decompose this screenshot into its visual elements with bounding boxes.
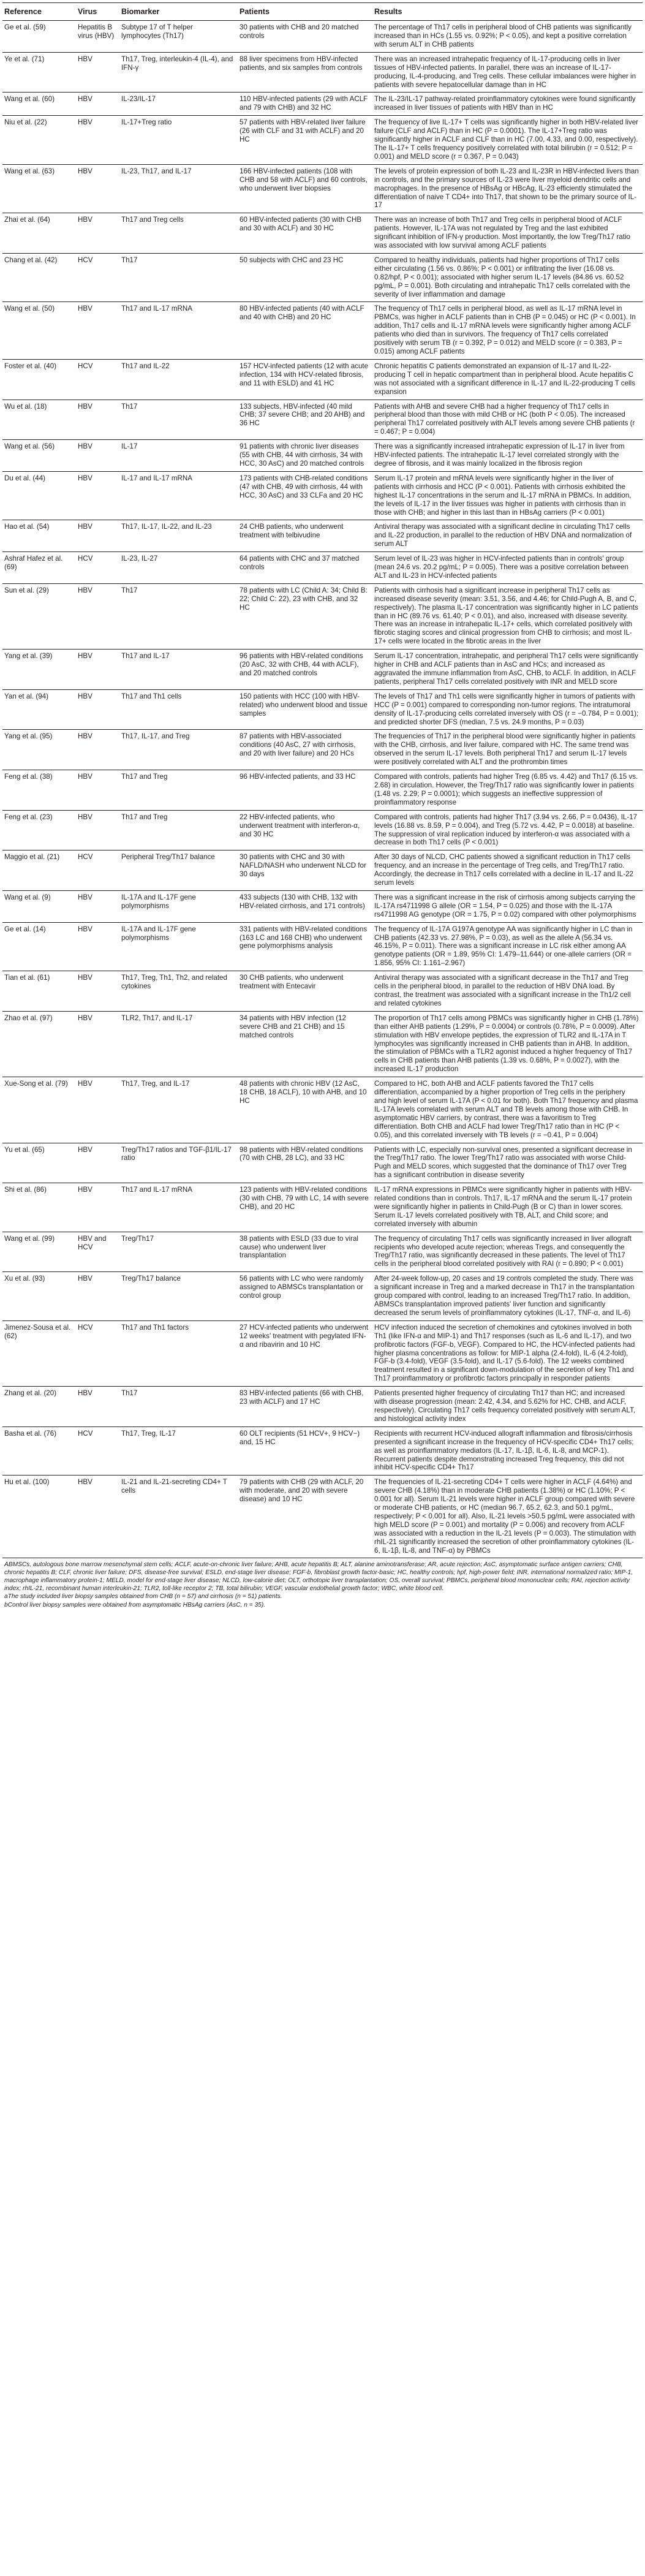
table-container <box>2 0 643 1610</box>
cell-biomarker: Subtype 17 of T helper lymphocytes (Th17) <box>119 21 238 53</box>
cell-results: The frequencies of Th17 in the peripheral blood were significantly higher in patients with the CHB, cirrhosis, and liver failure, compared with HC. The same trend was observed in the serum IL-17 levels. Both peripheral Th17 and serum IL-17 levels were positively correlated with ALT and the prothrombin times <box>372 730 643 770</box>
cell-biomarker: Th17 and Treg <box>119 770 238 811</box>
cell-reference: Yu et al. (65) <box>2 1143 76 1183</box>
cell-reference: Xue-Song et al. (79) <box>2 1077 76 1143</box>
cell-results: Compared with controls, patients had higher Treg (6.85 vs. 4.42) and Th17 (6.15 vs. 2.68) in circulation. However, the Treg/Th17 ratio was significantly lower in patients (1.48 vs. 2.29; P = 0.0001); which suggests an ineffective suppression of proinflammatory response <box>372 770 643 811</box>
table-row <box>2 1320 643 1386</box>
cell-patients: 30 CHB patients, who underwent treatment with Entecavir <box>238 971 372 1012</box>
cell-biomarker: Th17 and IL-17 <box>119 650 238 690</box>
cell-patients: 30 patients with CHC and 30 with NAFLD/NASH who underwent NLCD for 30 days <box>238 850 372 891</box>
table-footnotes <box>2 1558 643 1610</box>
table-row <box>2 552 643 584</box>
cell-biomarker: IL-23, Th17, and IL-17 <box>119 164 238 213</box>
cell-reference: Maggio et al. (21) <box>2 850 76 891</box>
cell-results: There was an increased intrahepatic frequency of IL-17-producing cells in liver tissues of HBV-infected patients. In parallel, there was an increase of IL-17-producing, IL-4-producing, and Treg cells. These cellular imbalances were higher in patients with severe hepatocellular damage than in HC <box>372 52 643 93</box>
cell-results: Patients with cirrhosis had a significant increase in peripheral Th17 cells as increased disease severity (mean: 3.51, 3.56, and 4.46; for Child-Pugh A, B, and C, respectively). The plasma IL-17 concentration was significantly higher in LC patients than in HC (89.76 vs. 61.40; P < 0.01), and also, increased with disease severity. There was an increase in intrahepatic IL-17+ cells, which correlated positively with fibrotic staging scores and clinical progression from CHB to cirrhosis; and most IL-17+ cells were located in the fibrotic areas in the liver <box>372 583 643 649</box>
cell-patients: 48 patients with chronic HBV (12 AsC, 18 CHB, 18 ACLF), 10 with AHB, and 10 HC <box>238 1077 372 1143</box>
cell-patients: 166 HBV-infected patients (108 with CHB and 58 with ACLF) and 60 controls, who underwent liver biopsies <box>238 164 372 213</box>
header-results: Results <box>372 3 643 21</box>
cell-virus: HBV <box>76 1272 119 1321</box>
cell-biomarker: IL-17A and IL-17F gene polymorphisms <box>119 890 238 922</box>
cell-biomarker: Th17, Treg, interleukin-4 (IL-4), and IFN-γ <box>119 52 238 93</box>
cell-reference: Zhao et al. (97) <box>2 1011 76 1077</box>
cell-results: Serum level of IL-23 was higher in HCV-infected patients than in controls' group (mean 24.6 vs. 20.2 pg/mL; P = 0.005). There was a positive correlation between ALT and IL-23 in HCV-infected patients <box>372 552 643 584</box>
table-row <box>2 922 643 971</box>
cell-results: The frequency of IL-17A G197A genotype AA was significantly higher in LC than in CHB patients (42.33 vs. 27.98%, P = 0.03), as well as the allele A (56.34 vs. 46.15%, P = 0.011). There was a significant increase in LC risk either among AA genotype patients (OR = 1.89, 95% CI: 1.479–11.644) or one-allele carriers (OR = 1.856, 95% CI: 1.161–2.967) <box>372 922 643 971</box>
cell-reference: Sun et al. (29) <box>2 583 76 649</box>
cell-results: The frequency of circulating Th17 cells was significantly increased in liver allograft recipients who developed acute rejection; whereas Tregs, and consequently the Treg/Th17 ratio, was significantly decreased in these patients. The level of Th17 cells in the peripheral blood correlated positively with RAI (r = 0.890; P < 0.001) <box>372 1232 643 1272</box>
cell-reference: Ge et al. (59) <box>2 21 76 53</box>
cell-patients: 64 patients with CHC and 37 matched controls <box>238 552 372 584</box>
cell-virus: HCV <box>76 850 119 891</box>
cell-results: Antiviral therapy was associated with a significant decline in circulating Th17 cells and IL-22 production, in parallel to the reduction of HBV DNA and normalization of serum ALT <box>372 520 643 552</box>
cell-reference: Xu et al. (93) <box>2 1272 76 1321</box>
cell-results: The proportion of Th17 cells among PBMCs was significantly higher in CHB (1.78%) than either AHB patients (1.29%, P = 0.0004) or controls (0.78%, P = 0.0009). After stimulation with HBV envelope peptides, the expression of TLR2 and IL-17A in T lymphocytes was significantly increased in CHB patients than in AHB. In addition, the stimulation of PBMCs with a TLR2 agonist induced a higher frequency of Th17 cells in CHB patients than AHB patients (1.39 vs. 0.68%, P = 0.0027), with the increased IL-17 production <box>372 1011 643 1077</box>
cell-virus: HBV <box>76 520 119 552</box>
cell-results: Patients presented higher frequency of circulating Th17 than HC; and increased with disease progression (mean: 2.42, 4.34, and 5.62% for HC, CHB, and ACLF, respectively). Circulating Th17 cells frequency correlated positively with serum ALT, and histological activity index <box>372 1387 643 1427</box>
cell-reference: Wang et al. (99) <box>2 1232 76 1272</box>
cell-virus: HBV <box>76 440 119 472</box>
header-reference: Reference <box>2 3 76 21</box>
cell-biomarker: Th17 and Treg cells <box>119 213 238 254</box>
table-row <box>2 21 643 53</box>
table-row <box>2 1077 643 1143</box>
cell-virus: HBV <box>76 400 119 440</box>
table-row <box>2 730 643 770</box>
cell-biomarker: Treg/Th17 ratios and TGF-β1/IL-17 ratio <box>119 1143 238 1183</box>
cell-results: The frequency of Th17 cells in peripheral blood, as well as IL-17 mRNA level in PBMCs, was higher in ACLF patients than in CHB (P = 0.045) or HC (P < 0.001). In addition, Th17 cells and IL-17 mRNA levels were significantly higher among ACLF patients who died than in survivors. The frequency of Th17 cells correlated positively with serum TB (r = 0.392, P = 0.012) and MELD score (r = 0.383, P = 0.015) among ACLF patients <box>372 302 643 359</box>
cell-biomarker: Th17, Treg, IL-17 <box>119 1426 238 1476</box>
cell-virus: HCV <box>76 359 119 400</box>
cell-biomarker: Th17 and IL-17 mRNA <box>119 302 238 359</box>
table-row <box>2 810 643 850</box>
cell-patients: 60 OLT recipients (51 HCV+, 9 HCV−) and, 15 HC <box>238 1426 372 1476</box>
cell-virus: HBV <box>76 890 119 922</box>
cell-patients: 123 patients with HBV-related conditions (30 with CHB, 79 with LC, 14 with severe CHB), and 20 HC <box>238 1183 372 1232</box>
cell-results: After 30 days of NLCD, CHC patients showed a significant reduction in Th17 cells frequency, and an increase in the percentage of Treg cells, and Treg/Th17 ratio. Accordingly, the decrease in Th17 cells correlated with a decline in IL-17 and IL-22 serum levels <box>372 850 643 891</box>
cell-reference: Ye et al. (71) <box>2 52 76 93</box>
cell-biomarker: Th17, IL-17, IL-22, and IL-23 <box>119 520 238 552</box>
cell-virus: HBV <box>76 730 119 770</box>
cell-virus: HBV <box>76 810 119 850</box>
cell-reference: Hu et al. (100) <box>2 1476 76 1558</box>
cell-results: There was an increase of both Th17 and Treg cells in peripheral blood of ACLF patients. However, IL-17A was not regulated by Treg and the last exhibited significant inhibition of IFN-γ production. Most importantly, the low Treg/Th17 ratio was associated with low survival among ACLF patients <box>372 213 643 254</box>
cell-reference: Wang et al. (9) <box>2 890 76 922</box>
cell-biomarker: Th17 and IL-17 mRNA <box>119 1183 238 1232</box>
table-row <box>2 213 643 254</box>
cell-results: The levels of Th17 and Th1 cells were significantly higher in tumors of patients with HCC (P = 0.001) compared to corresponding non-tumor regions. The intratumoral density of IL-17-producing cells correlated inversely with OS (r = −0.784, P = 0.001); and predicted shorter DFS (median, 7.5 vs. 24.9 months, P = 0.03) <box>372 689 643 730</box>
table-row <box>2 583 643 649</box>
cell-biomarker: Th17, Treg, and IL-17 <box>119 1077 238 1143</box>
cell-reference: Jimenez-Sousa et al. (62) <box>2 1320 76 1386</box>
header-virus: Virus <box>76 3 119 21</box>
table-row <box>2 689 643 730</box>
cell-biomarker: IL-17A and IL-17F gene polymorphisms <box>119 922 238 971</box>
cell-virus: HCV <box>76 253 119 302</box>
studies-table <box>2 2 643 1558</box>
cell-virus: HBV and HCV <box>76 1232 119 1272</box>
footnote-abbreviations: ABMSCs, autologous bone marrow mesenchymal stem cells; ACLF, acute-on-chronic liver failure; AHB, acute hepatitis B; ALT, alanine aminotransferase; AR, acute rejection; AsC, asymptomatic surface antigen carriers; CHB, chronic hepatitis B; CLF, chronic liver failure; DFS, disease-free survival; ESLD, end-stage liver disease; FGF-b, fibroblast growth factor-basic; HC, healthy controls; hpf, high-power field; INR, international normalized ratio; MIP-1, macrophage inflammatory protein-1; MELD, model for end-stage liver disease; NLCD, low-calorie diet; OLT, orthotopic liver transplantation; OS, overall survival; PBMCs, peripheral blood mononuclear cells; RAI, rejection activity index; rhIL-21, recombinant human interleukin-21; TLR2, toll-like receptor 2; TB, total bilirubin; VEGF, vascular endothelial growth factor; WBC, white blood cell. <box>4 1561 633 1592</box>
cell-biomarker: IL-23, IL-27 <box>119 552 238 584</box>
cell-patients: 331 patients with HBV-related conditions (163 LC and 168 CHB) who underwent gene polymorphisms analysis <box>238 922 372 971</box>
cell-patients: 91 patients with chronic liver diseases (55 with CHB, 44 with cirrhosis, 34 with HCC, 30 AsC) and 20 matched controls <box>238 440 372 472</box>
table-row <box>2 770 643 811</box>
cell-biomarker: IL-17 <box>119 440 238 472</box>
cell-patients: 57 patients with HBV-related liver failure (26 with CLF and 31 with ACLF) and 20 HC <box>238 116 372 165</box>
table-row <box>2 520 643 552</box>
cell-biomarker: Th17 <box>119 253 238 302</box>
cell-reference: Wang et al. (50) <box>2 302 76 359</box>
cell-reference: Tian et al. (61) <box>2 971 76 1012</box>
cell-reference: Feng et al. (23) <box>2 810 76 850</box>
cell-patients: 27 HCV-infected patients who underwent 12 weeks' treatment with pegylated IFN-α and ribavirin and 10 HC <box>238 1320 372 1386</box>
table-header-row <box>2 3 643 21</box>
table-row <box>2 400 643 440</box>
table-row <box>2 850 643 891</box>
cell-patients: 30 patients with CHB and 20 matched controls <box>238 21 372 53</box>
cell-reference: Basha et al. (76) <box>2 1426 76 1476</box>
table-row <box>2 52 643 93</box>
cell-patients: 110 HBV-infected patients (29 with ACLF and 79 with CHB) and 32 HC <box>238 93 372 116</box>
cell-reference: Chang et al. (42) <box>2 253 76 302</box>
table-row <box>2 116 643 165</box>
cell-virus: HBV <box>76 650 119 690</box>
table-row <box>2 1011 643 1077</box>
cell-results: Chronic hepatitis C patients demonstrated an expansion of IL-17 and IL-22-producing T cell in hepatic compartment than in peripheral blood. Acute hepatitis C was not associated with a significant difference in IL-17 and IL-22-producing T cells expansion <box>372 359 643 400</box>
cell-virus: HBV <box>76 583 119 649</box>
cell-virus: HBV <box>76 93 119 116</box>
cell-biomarker: Th17 <box>119 1387 238 1427</box>
cell-virus: HBV <box>76 164 119 213</box>
cell-biomarker: IL-17 and IL-17 mRNA <box>119 471 238 520</box>
header-biomarker: Biomarker <box>119 3 238 21</box>
cell-reference: Zhai et al. (64) <box>2 213 76 254</box>
cell-reference: Zhang et al. (20) <box>2 1387 76 1427</box>
cell-virus: HBV <box>76 471 119 520</box>
cell-patients: 83 HBV-infected patients (66 with CHB, 23 with ACLF) and 17 HC <box>238 1387 372 1427</box>
cell-reference: Hao et al. (54) <box>2 520 76 552</box>
cell-patients: 34 patients with HBV infection (12 severe CHB and 21 CHB) and 15 matched controls <box>238 1011 372 1077</box>
cell-patients: 78 patients with LC (Child A: 34; Child B: 22; Child C: 22), 23 with CHB, and 32 HC <box>238 583 372 649</box>
cell-patients: 433 subjects (130 with CHB, 132 with HBV-related cirrhosis, and 171 controls) <box>238 890 372 922</box>
cell-biomarker: IL-17+Treg ratio <box>119 116 238 165</box>
cell-patients: 98 patients with HBV-related conditions (70 with CHB, 28 LC), and 33 HC <box>238 1143 372 1183</box>
cell-biomarker: Th17, Treg, Th1, Th2, and related cytokines <box>119 971 238 1012</box>
cell-reference: Niu et al. (22) <box>2 116 76 165</box>
cell-biomarker: IL-23/IL-17 <box>119 93 238 116</box>
cell-reference: Yan et al. (94) <box>2 689 76 730</box>
cell-patients: 96 HBV-infected patients, and 33 HC <box>238 770 372 811</box>
cell-virus: HBV <box>76 1387 119 1427</box>
cell-biomarker: Treg/Th17 <box>119 1232 238 1272</box>
cell-reference: Wu et al. (18) <box>2 400 76 440</box>
cell-virus: HCV <box>76 552 119 584</box>
cell-results: Compared with controls, patients had higher Th17 (3.94 vs. 2.66, P = 0.0436), IL-17 levels (16.88 vs. 8.59, P = 0.004), and Treg (5.72 vs. 4.42, P = 0.0018) at baseline. The suppression of viral replication induced by interferon-α was associated with a decrease in both Th17 cells (P < 0.001) <box>372 810 643 850</box>
cell-results: Antiviral therapy was associated with a significant decrease in the Th17 and Treg cells in the peripheral blood, in parallel to the reduction of HBV DNA load. By contrast, the treatment was associated with a significant increase in the Th1/2 cell and related cytokines <box>372 971 643 1012</box>
cell-patients: 38 patients with ESLD (33 due to viral cause) who underwent liver transplantation <box>238 1232 372 1272</box>
cell-reference: Feng et al. (38) <box>2 770 76 811</box>
footnote-b: bControl liver biopsy samples were obtained from asymptomatic HBsAg carriers (AsC, n = 35). <box>4 1602 266 1609</box>
footnote-a: aThe study included liver biopsy samples obtained from CHB (n = 57) and cirrhosis (n = 51) patients. <box>4 1593 282 1601</box>
cell-virus: HCV <box>76 1426 119 1476</box>
cell-results: The frequency of live IL-17+ T cells was significantly higher in both HBV-related liver failure (CLF and ACLF) than in HC (P = 0.0001). The IL-17+Treg ratio was significantly higher in ACLF and CLF than in HC (7.00, 4.33, and 0.00, respectively). The IL-17+ T cells frequency positively correlated with total bilirubin (r = 0.512; P = 0.001) and MELD score (r = 0.367, P = 0.043) <box>372 116 643 165</box>
cell-results: The IL-23/IL-17 pathway-related proinflammatory cytokines were found significantly increased in liver tissues of patients with HBV than in HC <box>372 93 643 116</box>
cell-patients: 87 patients with HBV-associated conditions (40 AsC, 27 with cirrhosis, and 20 with liver failure) and 20 HCs <box>238 730 372 770</box>
cell-virus: HBV <box>76 1143 119 1183</box>
cell-patients: 96 patients with HBV-related conditions (20 AsC, 32 with CHB, 44 with ACLF), and 20 matched controls <box>238 650 372 690</box>
table-row <box>2 971 643 1012</box>
cell-results: Patients with LC, especially non-survival ones, presented a significant decrease in the Treg/Th17 ratio. The lower Treg/Th17 ratio was associated with worse Child-Pugh and MELD scores, which suggested that the dominance of Th17 over Treg has a significant contribution in disease severity <box>372 1143 643 1183</box>
cell-virus: HBV <box>76 52 119 93</box>
cell-results: Serum IL-17 protein and mRNA levels were significantly higher in the liver of patients with cirrhosis and HCC (P < 0.001). Patients with cirrhosis exhibited the highest IL-17 concentrations in the serum and IL-17 mRNA in PBMCs. In addition, the levels of IL-17 in the liver tissues was higher in patients with cirrhosis than in those with CHB; and higher in this last than in HBsAg carriers (P < 0.001) <box>372 471 643 520</box>
cell-virus: HBV <box>76 1183 119 1232</box>
header-patients: Patients <box>238 3 372 21</box>
cell-results: The percentage of Th17 cells in peripheral blood of CHB patients was significantly increased than in HCs (1.55 vs. 0.92%; P < 0.05), and kept a positive correlation with serum ALT in CHB patients <box>372 21 643 53</box>
cell-reference: Ashraf Hafez et al. (69) <box>2 552 76 584</box>
cell-biomarker: Th17 and Th1 cells <box>119 689 238 730</box>
cell-virus: HBV <box>76 689 119 730</box>
cell-biomarker: Th17 and IL-22 <box>119 359 238 400</box>
cell-results: The levels of protein expression of both IL-23 and IL-23R in HBV-infected livers than in controls, and the primary sources of IL-23 were liver myeloid dendritic cells and macrophages. In the presence of HBsAg or HBcAg, IL-23 efficiently stimulated the differentiation of naive T CD4+ into Th17, that shown to be the primary source of IL-17 <box>372 164 643 213</box>
cell-results: There was a significantly increased intrahepatic expression of IL-17 in liver from HBV-infected patients. The intrahepatic IL-17 level correlated strongly with the degree of fibrosis, and it was mainly localized in the fibrosis region <box>372 440 643 472</box>
cell-reference: Foster et al. (40) <box>2 359 76 400</box>
cell-virus: HBV <box>76 971 119 1012</box>
table-row <box>2 1426 643 1476</box>
cell-results: HCV infection induced the secretion of chemokines and cytokines involved in both Th1 (like IFN-α and MIP-1) and Th17 responses (such as IL-6 and IL-17), and two profibrotic factors (FGF-b, VEGF). Compared to HC, the HCV-infected patients had higher plasma concentrations as follow: for MIP-1 alpha (2.4-fold), IL-6 (4.2-fold), FGF-b (3.4-fold), VEGF (3.5-fold), and IL-17 (5.6-fold). The 12 weeks combined treatment resulted in a significant down-modulation of the secretion of key Th1 and Th17 proinflammatory or profibrotic factors principally in responder patients <box>372 1320 643 1386</box>
table-row <box>2 1232 643 1272</box>
cell-reference: Ge et al. (14) <box>2 922 76 971</box>
cell-reference: Yang et al. (39) <box>2 650 76 690</box>
cell-reference: Wang et al. (63) <box>2 164 76 213</box>
table-row <box>2 93 643 116</box>
table-row <box>2 253 643 302</box>
cell-patients: 173 patients with CHB-related conditions (47 with CHB, 49 with cirrhosis, 44 with HCC, 30 AsC) and 33 CLFa and 20 HC <box>238 471 372 520</box>
cell-virus: HBV <box>76 1077 119 1143</box>
table-row <box>2 890 643 922</box>
cell-reference: Yang et al. (95) <box>2 730 76 770</box>
table-row <box>2 1272 643 1321</box>
cell-biomarker: Th17 and Th1 factors <box>119 1320 238 1386</box>
table-row <box>2 164 643 213</box>
table-row <box>2 302 643 359</box>
table-row <box>2 471 643 520</box>
cell-results: IL-17 mRNA expressions in PBMCs were significantly higher in patients with HBV-related conditions than in controls. Th17, IL-17 mRNA and the serum IL-17 protein were significantly higher in patients in Child-Pugh (B or C) than in lower scores. Serum IL-17 levels correlated positively with TB, ALT, and Child score; and correlated inversely with albumin <box>372 1183 643 1232</box>
table-row <box>2 650 643 690</box>
cell-biomarker: Th17 <box>119 400 238 440</box>
cell-results: Compared to HC, both AHB and ACLF patients favored the Th17 cells differentiation, accompanied by a higher proportion of Treg cells in the periphery and high level of serum IL-17A (P < 0.01 for both). Both Th17 frequency and plasma IL-17A levels correlated with serum ALT and TB levels among those with CHB. In asymptomatic HBV carriers, by contrast, there was a favoritism to Treg differentiation. Both CHB and ACLF had lower Treg/Th17 ratio than in HC (P < 0.05), and this correlated inversely with TB levels (r = −0.41, P = 0.004) <box>372 1077 643 1143</box>
cell-results: Patients with AHB and severe CHB had a higher frequency of Th17 cells in peripheral blood than those with mild CHB or HC (both P < 0.05). The increased peripheral Th17 correlated positively with ALT levels among severe CHB patients (r = 0.467; P = 0.004) <box>372 400 643 440</box>
cell-patients: 79 patients with CHB (29 with ACLF, 20 with moderate, and 20 with severe disease) and 10 HC <box>238 1476 372 1558</box>
cell-patients: 80 HBV-infected patients (40 with ACLF and 40 with CHB) and 20 HC <box>238 302 372 359</box>
cell-patients: 157 HCV-infected patients (12 with acute infection, 134 with HCV-related fibrosis, and 11 with ESLD) and 41 HC <box>238 359 372 400</box>
cell-results: The frequencies of IL-21-secreting CD4+ T cells were higher in ACLF (4.64%) and severe CHB (4.18%) than in moderate CHB patients (1.38%) or HC (1.10%; P < 0.001 for all). Serum IL-21 levels were higher in ACLF group compared with severe or moderate CHB patients, or HC (median 96.7, 65.2, 62.3, and 50.1 pg/mL, respectively; P < 0.001 for all). Also, IL-21 levels >50.5 pg/mL were associated with high MELD score (P = 0.001) and mortality (P = 0.006) and recovery from ACLF was associated with a reduction in the IL-21 levels (P = 0.003). The stimulation with rhIL-21 significantly increased the secretion of other proinflammatory cytokines (IL-6, IL-1β, IL-8, and TNF-α) by PBMCs <box>372 1476 643 1558</box>
table-row <box>2 1387 643 1427</box>
cell-results: Compared to healthy individuals, patients had higher proportions of Th17 cells either circulating (1.56 vs. 0.86%; P < 0.001) or infiltrating the liver (16.08 vs. 0.82/hpf, P < 0.001); associated with higher serum IL-17 levels (84.86 vs. 60.52 pg/mL, P = 0.001). Both circulating and intrahepatic Th17 cells correlated with the severity of liver inflammation and damage <box>372 253 643 302</box>
table-body <box>2 21 643 1558</box>
table-row <box>2 1476 643 1558</box>
table-row <box>2 359 643 400</box>
cell-patients: 50 subjects with CHC and 23 HC <box>238 253 372 302</box>
cell-virus: HCV <box>76 1320 119 1386</box>
cell-patients: 24 CHB patients, who underwent treatment with telbivudine <box>238 520 372 552</box>
cell-biomarker: Peripheral Treg/Th17 balance <box>119 850 238 891</box>
cell-biomarker: Th17 and Treg <box>119 810 238 850</box>
cell-patients: 133 subjects, HBV-infected (40 mild CHB; 37 severe CHB; and 20 AHB) and 36 HC <box>238 400 372 440</box>
cell-virus: HBV <box>76 1011 119 1077</box>
cell-biomarker: Th17, IL-17, and Treg <box>119 730 238 770</box>
cell-patients: 56 patients with LC who were randomly assigned to ABMSCs transplantation or control group <box>238 1272 372 1321</box>
cell-patients: 22 HBV-infected patients, who underwent treatment with interferon-α, and 30 HC <box>238 810 372 850</box>
cell-virus: HBV <box>76 770 119 811</box>
cell-results: Recipients with recurrent HCV-induced allograft inflammation and fibrosis/cirrhosis presented a significant increase in the frequency of HCV-specific CD4+ Th17 cells; as well as proinflammatory mediators (IL-17, IL-1β, IL-6, IL-8, and MCP-1). Recurrent patients despite demonstrating increased Treg frequency, this did not inhibit HCV-specific CD4+ Th17 <box>372 1426 643 1476</box>
cell-patients: 88 liver specimens from HBV-infected patients, and six samples from controls <box>238 52 372 93</box>
table-row <box>2 440 643 472</box>
cell-results: Serum IL-17 concentration, intrahepatic, and peripheral Th17 cells were significantly higher in CHB and ACLF patients than in AsC and HCs; and increased as aggravated the immune inflammation from AsC, CHB, to ACLF. In addition, in ACLF patients, peripheral Th17 cells correlated positively with INR and MELD score <box>372 650 643 690</box>
table-row <box>2 1143 643 1183</box>
cell-virus: HBV <box>76 116 119 165</box>
cell-reference: Du et al. (44) <box>2 471 76 520</box>
cell-biomarker: Treg/Th17 balance <box>119 1272 238 1321</box>
cell-virus: Hepatitis B virus (HBV) <box>76 21 119 53</box>
cell-virus: HBV <box>76 1476 119 1558</box>
cell-virus: HBV <box>76 922 119 971</box>
cell-patients: 60 HBV-infected patients (30 with CHB and 30 with ACLF) and 30 HC <box>238 213 372 254</box>
cell-virus: HBV <box>76 302 119 359</box>
cell-results: After 24-week follow-up, 20 cases and 19 controls completed the study. There was a significant increase in Treg and a marked decrease in Th17 in the transplantation group compared with control, leading to an increased Treg/Th17 ratio. In addition, ABMSCs transplantation improved patients' liver function and significantly decreased the serum levels of proinflammatory cytokines (IL-17, TNF-α, and IL-6) <box>372 1272 643 1321</box>
cell-reference: Wang et al. (56) <box>2 440 76 472</box>
table-row <box>2 1183 643 1232</box>
cell-patients: 150 patients with HCC (100 with HBV-related) who underwent blood and tissue samples <box>238 689 372 730</box>
cell-results: There was a significant increase in the risk of cirrhosis among subjects carrying the IL-17A rs4711998 G allele (OR = 1.54, P = 0.025) and those with the IL-17A rs4711998 AG genotype (OR = 1.75, P = 0.02) compared with other polymorphisms <box>372 890 643 922</box>
cell-biomarker: IL-21 and IL-21-secreting CD4+ T cells <box>119 1476 238 1558</box>
cell-biomarker: Th17 <box>119 583 238 649</box>
cell-reference: Wang et al. (60) <box>2 93 76 116</box>
cell-reference: Shi et al. (86) <box>2 1183 76 1232</box>
cell-biomarker: TLR2, Th17, and IL-17 <box>119 1011 238 1077</box>
cell-virus: HBV <box>76 213 119 254</box>
